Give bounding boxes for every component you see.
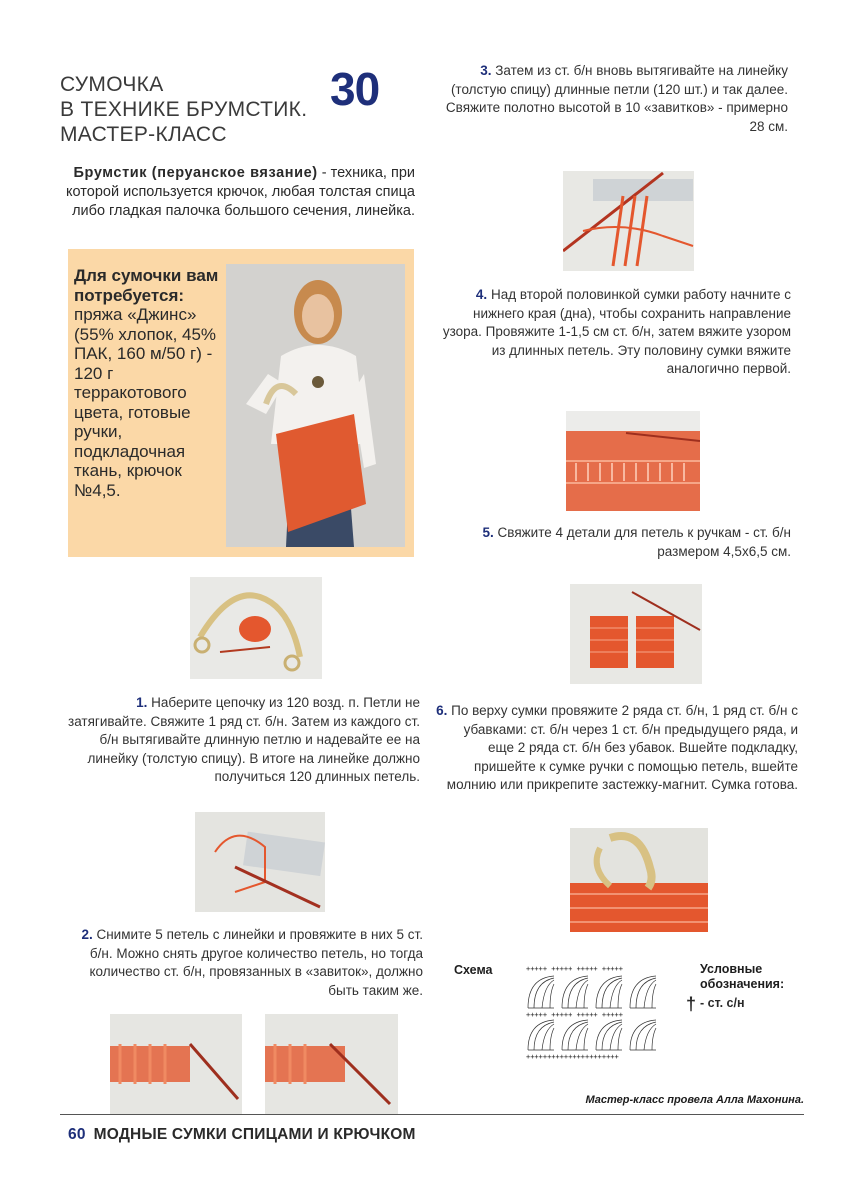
step-number: 1. <box>136 695 148 710</box>
legend-text: - ст. с/н <box>700 996 745 1010</box>
step-text: Свяжите 4 детали для петель к ручкам - ст. б/н размером 4,5х6,5 см. <box>493 525 791 559</box>
page-footer <box>68 1126 416 1144</box>
model-photo <box>226 264 405 547</box>
step-1 <box>68 694 420 787</box>
step-text: Затем из ст. б/н вновь вытягивайте на линейку (толстую спицу) длинные петли (120 шт.) и так далее. Свяжите полотно высотой в 10 «завитков» - примерно 28 см. <box>445 63 788 134</box>
svg-text:+++++ +++++ +++++ +++++: +++++ +++++ +++++ +++++ <box>526 965 623 973</box>
step-number: 3. <box>480 63 492 78</box>
step4-photo <box>566 411 700 511</box>
step-number: 4. <box>475 287 488 302</box>
step-4 <box>436 286 791 379</box>
step-number: 2. <box>81 927 93 942</box>
intro-text: - техника, при которой используется крючок, любая толстая спица либо гладкая палочка большого сечения, линейка. <box>66 165 415 219</box>
crochet-schema-diagram <box>524 964 664 1062</box>
step3-photo <box>563 171 694 271</box>
step5-photo <box>570 584 702 684</box>
step6-photo <box>570 828 708 932</box>
author-credit: Мастер-класс провела Алла Махонина. <box>585 1094 804 1106</box>
step-5 <box>436 524 791 561</box>
step2-photo-b <box>265 1014 398 1114</box>
article-number: 30 <box>330 63 380 115</box>
book-title: МОДНЫЕ СУМКИ СПИЦАМИ И КРЮЧКОМ <box>93 1126 416 1143</box>
step-2 <box>68 926 423 1000</box>
intro-paragraph <box>60 164 415 221</box>
title-line: В ТЕХНИКЕ БРУМСТИК. <box>60 98 308 121</box>
step-text: Снимите 5 петель с линейки и провяжите в них 5 ст. б/н. Можно снять другое количество петель, но тогда количество ст. б/н, провязанных в «завиток», должно быть таким же. <box>89 927 423 998</box>
step-6 <box>436 702 798 795</box>
step-text: Наберите цепочку из 120 возд. п. Петли не затягивайте. Свяжите 1 ряд ст. б/н. Затем из каждого ст. б/н вытягивайте длинную петлю и надевайте ее на линейку (толстую спицу). В итоге на линейке должно получиться 120 длинных петель. <box>68 695 420 784</box>
intro-term: Брумстик (перуанское вязание) <box>73 165 318 181</box>
step2-photo-a <box>110 1014 242 1114</box>
step-number: 5. <box>482 525 494 540</box>
svg-text:++++++++++++++++++++++: ++++++++++++++++++++++ <box>526 1053 619 1061</box>
dagger-icon: † <box>686 994 697 1014</box>
step-text: По верху сумки провяжите 2 ряда ст. б/н, 1 ряд ст. б/н с убавками: ст. б/н через 1 ст. б/н предыдущего ряда, и еще 2 ряда ст. б/н без убавок. Вшейте подкладку, пришейте к сумке ручки с помощью петель, вшейте молнию или прикрепите застежку-магнит. Сумка готова. <box>446 703 798 792</box>
step1-photo <box>190 577 322 679</box>
step-text: Над второй половинкой сумки работу начните с нижнего края (дна), чтобы сохранить направление узора. Провяжите 1-1,5 см ст. б/н, затем вяжите узором из длинных петель. Эту половину сумки вяжите аналогично первой. <box>442 287 791 376</box>
step-number: 6. <box>436 703 448 718</box>
schema-label: Схема <box>454 963 493 977</box>
svg-text:+++++ +++++ +++++ +++++: +++++ +++++ +++++ +++++ <box>526 1011 623 1019</box>
legend-title: Условные обозначения: <box>700 962 785 991</box>
step1b-photo <box>195 812 325 912</box>
footer-divider <box>60 1114 804 1115</box>
materials-list <box>74 266 224 500</box>
title-line: СУМОЧКА <box>60 73 164 96</box>
article-title <box>60 72 320 147</box>
step-3 <box>436 62 788 136</box>
page-number: 60 <box>68 1126 86 1143</box>
materials-heading: Для сумочки вам потребуется: <box>74 266 219 305</box>
materials-text: пряжа «Джинс» (55% хлопок, 45% ПАК, 160 м/50 г) - 120 г терракотового цвета, готовые ручки, подкладочная ткань, крючок №4,5. <box>74 305 217 500</box>
title-line: МАСТЕР-КЛАСС <box>60 123 227 146</box>
